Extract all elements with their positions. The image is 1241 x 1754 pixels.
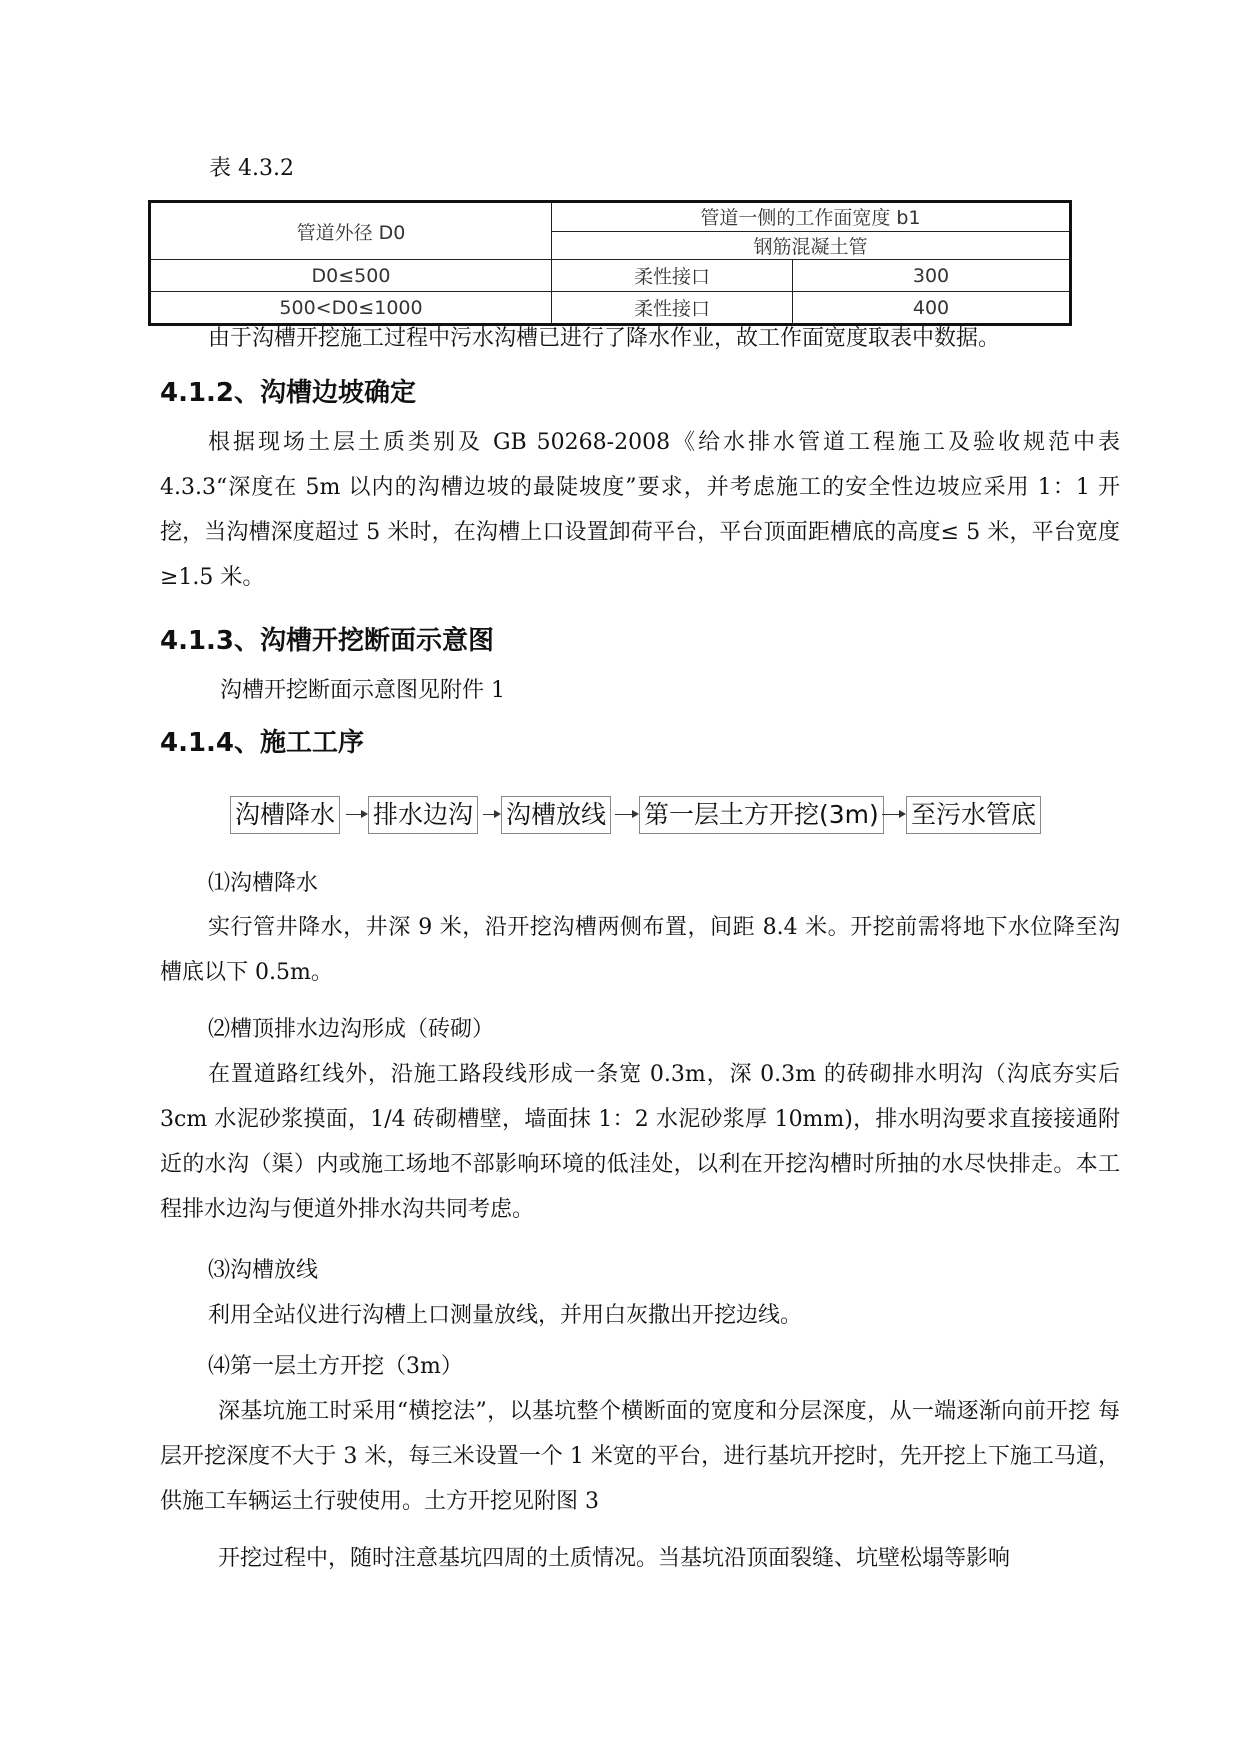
cell-range: D0≤500 bbox=[150, 260, 552, 292]
cell-value: 300 bbox=[793, 260, 1071, 292]
step-4-text: 深基坑施工时采用“横挖法”，以基坑整个横断面的宽度和分层深度，从一端逐渐向前开挖 每层开挖深度不大于 3 米，每三米设置一个 1 米宽的平台，进行基坑开挖时，先开挖上下施工马道，供施工车辆运土行驶使用。土方开挖见附图 3 bbox=[160, 1399, 1120, 1514]
header-outer-diameter: 管道外径 D0 bbox=[150, 202, 552, 260]
section-heading-4-1-2: 4.1.2、沟槽边坡确定 bbox=[160, 378, 417, 408]
flow-arrow bbox=[882, 814, 904, 815]
flow-step: 沟槽放线 bbox=[501, 796, 611, 834]
cell-range: 500<D0≤1000 bbox=[150, 292, 552, 325]
table-header-row bbox=[150, 202, 1071, 232]
cell-joint-type: 柔性接口 bbox=[552, 260, 793, 292]
section-text-4-1-2: 根据现场土层土质类别及 GB 50268-2008《给水排水管道工程施工及验收规范中表 4.3.3“深度在 5m 以内的沟槽边坡的最陡坡度”要求，并考虑施工的安全性边坡应采用 1：1 开挖，当沟槽深度超过 5 米时，在沟槽上口设置卸荷平台，平台顶面距槽底的高度≤ 5 米，平台宽度≥1.5 米。 bbox=[160, 430, 1120, 590]
cell-value: 400 bbox=[793, 292, 1071, 325]
section-heading-4-1-3: 4.1.3、沟槽开挖断面示意图 bbox=[160, 626, 495, 656]
process-flow bbox=[230, 796, 1037, 836]
header-work-width: 管道一侧的工作面宽度 b1 bbox=[552, 202, 1071, 232]
step-4-text-continued: 开挖过程中，随时注意基坑四周的土质情况。当基坑沿顶面裂缝、坑壁松塌等影响 bbox=[218, 1546, 1011, 1571]
flow-arrow bbox=[615, 814, 637, 815]
table-caption: 表 4.3.2 bbox=[209, 156, 294, 181]
step-2-text: 在置道路红线外，沿施工路段线形成一条宽 0.3m，深 0.3m 的砖砌排水明沟（沟底夯实后 3cm 水泥砂浆摸面，1/4 砖砌槽壁，墙面抹 1：2 水泥砂浆厚 10mm)，排水明沟要求直接接通附近的水沟（渠）内或施工场地不部影响环境的低洼处，以利在开挖沟槽时所抽的水尽快排走。本工程排水边沟与便道外排水沟共同考虑。 bbox=[160, 1062, 1120, 1222]
work-width-table bbox=[148, 200, 1072, 326]
section-heading-4-1-4: 4.1.4、施工工序 bbox=[160, 728, 365, 758]
cell-joint-type: 柔性接口 bbox=[552, 292, 793, 325]
step-3-title: ⑶沟槽放线 bbox=[208, 1258, 319, 1283]
step-1-text: 实行管井降水，井深 9 米，沿开挖沟槽两侧布置，间距 8.4 米。开挖前需将地下水位降至沟槽底以下 0.5m。 bbox=[160, 915, 1120, 985]
step-3-text: 利用全站仪进行沟槽上口测量放线，并用白灰撒出开挖边线。 bbox=[208, 1303, 803, 1328]
flow-step: 第一层土方开挖(3m) bbox=[639, 796, 884, 834]
flow-step: 沟槽降水 bbox=[230, 796, 340, 834]
flow-arrow bbox=[483, 814, 499, 815]
section-text-4-1-3: 沟槽开挖断面示意图见附件 1 bbox=[220, 678, 505, 703]
flow-step: 至污水管底 bbox=[906, 796, 1041, 834]
flow-step: 排水边沟 bbox=[368, 796, 478, 834]
step-4-title: ⑷第一层土方开挖（3m） bbox=[208, 1354, 463, 1379]
flow-arrow bbox=[346, 814, 366, 815]
table-row bbox=[150, 260, 1071, 292]
step-1-title: ⑴沟槽降水 bbox=[208, 871, 319, 896]
table-note: 由于沟槽开挖施工过程中污水沟槽已进行了降水作业，故工作面宽度取表中数据。 bbox=[208, 326, 1001, 351]
step-2-title: ⑵槽顶排水边沟形成（砖砌） bbox=[208, 1017, 495, 1042]
header-pipe-material: 钢筋混凝土管 bbox=[552, 231, 1071, 260]
